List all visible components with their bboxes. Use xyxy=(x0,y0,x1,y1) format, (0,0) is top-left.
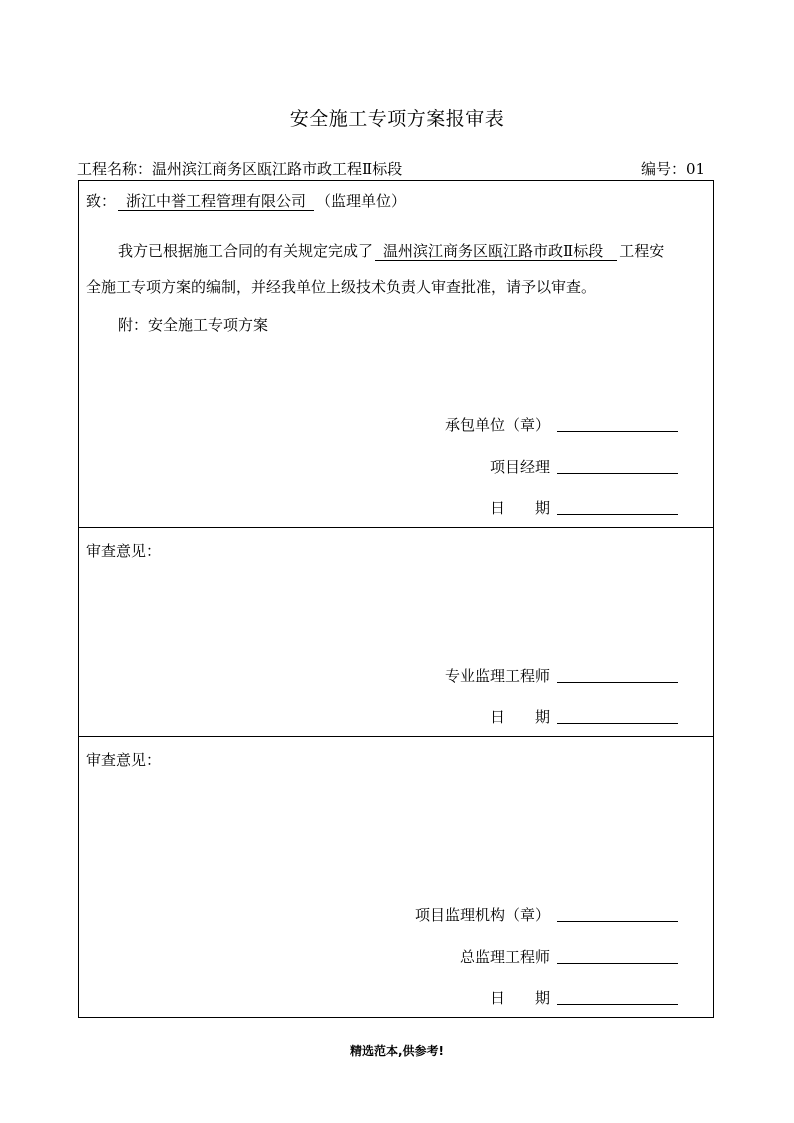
project-name-label: 工程名称： xyxy=(77,160,153,178)
chief-engineer-label: 总监理工程师 xyxy=(459,948,550,966)
supervision-org-field[interactable] xyxy=(557,921,678,922)
para-text-part1: 我方已根据施工合同的有关规定完成了 xyxy=(118,242,374,260)
project-name-value: 温州滨江商务区瓯江路市政工程Ⅱ标段 xyxy=(152,160,403,178)
contractor-seal-field[interactable] xyxy=(557,431,678,432)
addressee-prefix: 致： xyxy=(86,192,117,210)
engineer-date-field[interactable] xyxy=(557,723,678,724)
chief-opinion-label: 审查意见： xyxy=(86,751,162,769)
attachment-note: 附：安全施工专项方案 xyxy=(118,316,269,334)
specialist-engineer-label: 专业监理工程师 xyxy=(444,667,550,685)
code-value: 01 xyxy=(686,160,706,178)
chief-review-section xyxy=(78,736,714,1018)
para-text-part2: 工程安 xyxy=(619,242,665,260)
form-code xyxy=(641,158,705,179)
addressee-suffix: （监理单位） xyxy=(316,192,407,210)
code-label: 编号： xyxy=(641,160,687,178)
specialist-engineer-field[interactable] xyxy=(557,682,678,683)
form-title: 安全施工专项方案报审表 xyxy=(289,108,505,130)
addressee-company: 浙江中誉工程管理有限公司 xyxy=(118,192,314,211)
submission-date-field[interactable] xyxy=(557,514,678,515)
project-manager-label: 项目经理 xyxy=(489,458,550,476)
chief-date-label: 日 期 xyxy=(489,989,550,1007)
submission-paragraph-line1 xyxy=(118,240,664,261)
engineer-opinion-label: 审查意见： xyxy=(86,542,162,560)
project-manager-field[interactable] xyxy=(557,473,678,474)
addressee-line xyxy=(86,190,406,211)
project-name-line xyxy=(77,158,402,179)
chief-date-field[interactable] xyxy=(557,1004,678,1005)
chief-engineer-field[interactable] xyxy=(557,963,678,964)
page-footer: 精选范本,供参考! xyxy=(349,1044,445,1058)
engineer-date-label: 日 期 xyxy=(489,708,550,726)
para-project-name: 温州滨江商务区瓯江路市政Ⅱ标段 xyxy=(375,242,617,261)
supervision-org-label: 项目监理机构（章） xyxy=(414,906,550,924)
contractor-seal-label: 承包单位（章） xyxy=(444,416,550,434)
submission-paragraph-line2: 全施工专项方案的编制，并经我单位上级技术负责人审查批准，请予以审查。 xyxy=(86,278,597,296)
submission-date-label: 日 期 xyxy=(489,499,550,517)
